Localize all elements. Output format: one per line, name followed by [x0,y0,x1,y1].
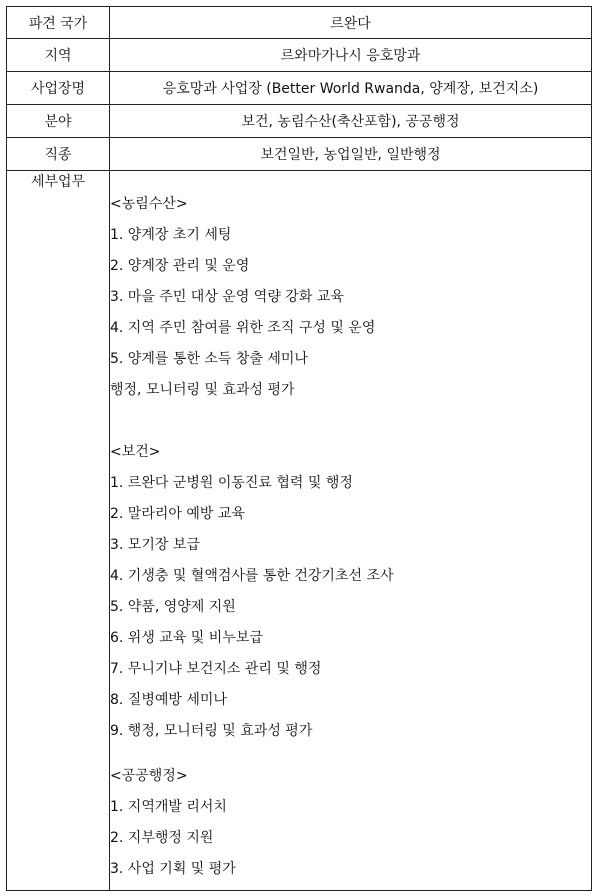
section-title: <농림수산> [110,196,188,212]
list-item: 2. 지부행정 지원 [110,830,214,846]
list-item: 2. 양계장 관리 및 운영 [110,258,250,274]
list-item: 3. 마을 주민 대상 운영 역량 강화 교육 [110,289,344,305]
row-value-region: 르와마가나시 응호망과 [110,39,592,72]
row-label-site-name: 사업장명 [7,72,110,105]
row-value-site-name: 응호망과 사업장 (Better World Rwanda, 양계장, 보건지소) [110,72,592,105]
section-title: <보건> [110,444,161,460]
list-item: 7. 무니기냐 보건지소 관리 및 행정 [110,661,322,677]
section-agriculture [110,189,591,406]
row-label-country: 파견 국가 [7,7,110,39]
row-value-country: 르완다 [110,7,592,39]
list-item: 2. 말라리아 예방 교육 [110,506,245,522]
list-item: 8. 질병예방 세미나 [110,692,227,708]
table-row [7,7,592,39]
list-item: 5. 양계를 통한 소득 창출 세미나 [110,351,308,367]
section-title: <공공행정> [110,768,188,784]
list-item: 9. 행정, 모니터링 및 효과성 평가 [110,723,313,739]
row-label-job-type: 직종 [7,138,110,171]
dispatch-info-table [6,6,592,891]
list-item: 3. 모기장 보급 [110,537,200,553]
list-item: 3. 사업 기획 및 평가 [110,861,236,877]
row-value-job-type: 보건일반, 농업일반, 일반행정 [110,138,592,171]
table-row [7,171,592,891]
section-public-admin [110,761,591,885]
list-item: 행정, 모니터링 및 효과성 평가 [110,382,295,398]
row-label-field: 분야 [7,105,110,138]
table-row [7,72,592,105]
list-item: 1. 지역개발 리서치 [110,799,227,815]
list-item: 1. 양계장 초기 세팅 [110,227,232,243]
table-row [7,138,592,171]
table-row [7,39,592,72]
row-value-field: 보건, 농림수산(축산포함), 공공행정 [110,105,592,138]
row-label-details: 세부업무 [7,171,110,891]
list-item: 4. 지역 주민 참여를 위한 조직 구성 및 운영 [110,320,376,336]
list-item: 4. 기생충 및 혈액검사를 통한 건강기초선 조사 [110,568,394,584]
list-item: 1. 르완다 군병원 이동진료 협력 및 행정 [110,475,353,491]
list-item: 6. 위생 교육 및 비누보급 [110,630,263,646]
list-item: 5. 약품, 영양제 지원 [110,599,236,615]
row-label-region: 지역 [7,39,110,72]
details-cell [110,171,592,891]
table-row [7,105,592,138]
section-health [110,437,591,747]
